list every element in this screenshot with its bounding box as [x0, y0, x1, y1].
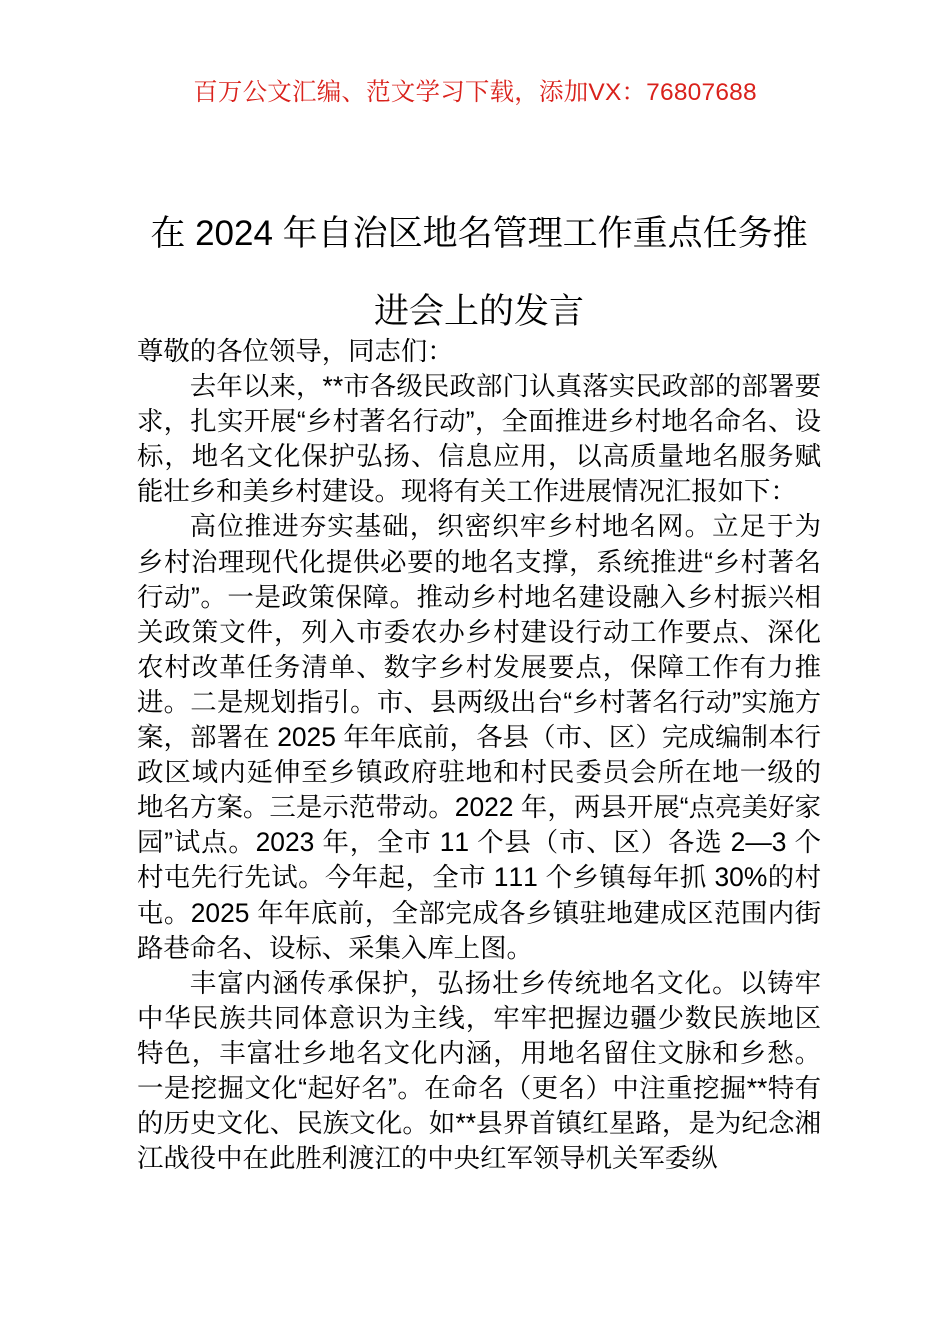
paragraph-intro: 去年以来，**市各级民政部门认真落实民政部的部署要求，扎实开展“乡村著名行动”，全面推进乡村地名命名、设标，地名文化保护弘扬、信息应用，以高质量地名服务赋能壮乡和美乡村建设。现将有关工作进展情况汇报如下： — [137, 371, 821, 507]
page-title-line-2: 进会上的发言 — [373, 292, 584, 332]
paragraph-salutation: 尊敬的各位领导，同志们： — [137, 336, 454, 366]
paragraph-section-two: 丰富内涵传承保护，弘扬壮乡传统地名文化。以铸牢中华民族共同体意识为主线，牢牢把握边疆少数民族地区特色，丰富壮乡地名文化内涵，用地名留住文脉和乡愁。一是挖掘文化“起好名”。在命名（更名）中注重挖掘**特有的历史文化、民族文化。如**县界首镇红星路，是为纪念湘江战役中在此胜利渡江的中央红军领导机关军委纵 — [137, 967, 821, 1174]
promo-header-banner: 百万公文汇编、范文学习下载，添加VX：76807688 — [193, 79, 757, 106]
page-title — [137, 195, 821, 351]
page-title-line-1: 在 2024 年自治区地名管理工作重点任务推 — [150, 214, 808, 254]
paragraph-section-one: 高位推进夯实基础，织密织牢乡村地名网。立足于为乡村治理现代化提供必要的地名支撑，系统推进“乡村著名行动”。一是政策保障。推动乡村地名建设融入乡村振兴相关政策文件，列入市委农办乡村建设行动工作要点、深化农村改革任务清单、数字乡村发展要点，保障工作有力推进。二是规划指引。市、县两级出台“乡村著名行动”实施方案，部署在 2025 年年底前，各县（市、区）完成编制本行政区域内延伸至乡镇政府驻地和村民委员会所在地一级的地名方案。三是示范带动。2022 年，两县开展“点亮美好家园”试点。2023 年，全市 11 个县（市、区）各选 2—3 个村屯先行先试。今年起，全市 111 个乡镇每年抓 30%的村屯。2025 年年底前，全部完成各乡镇驻地建成区范围内街路巷命名、设标、采集入库上图。 — [137, 511, 821, 963]
document-body — [137, 334, 821, 1176]
